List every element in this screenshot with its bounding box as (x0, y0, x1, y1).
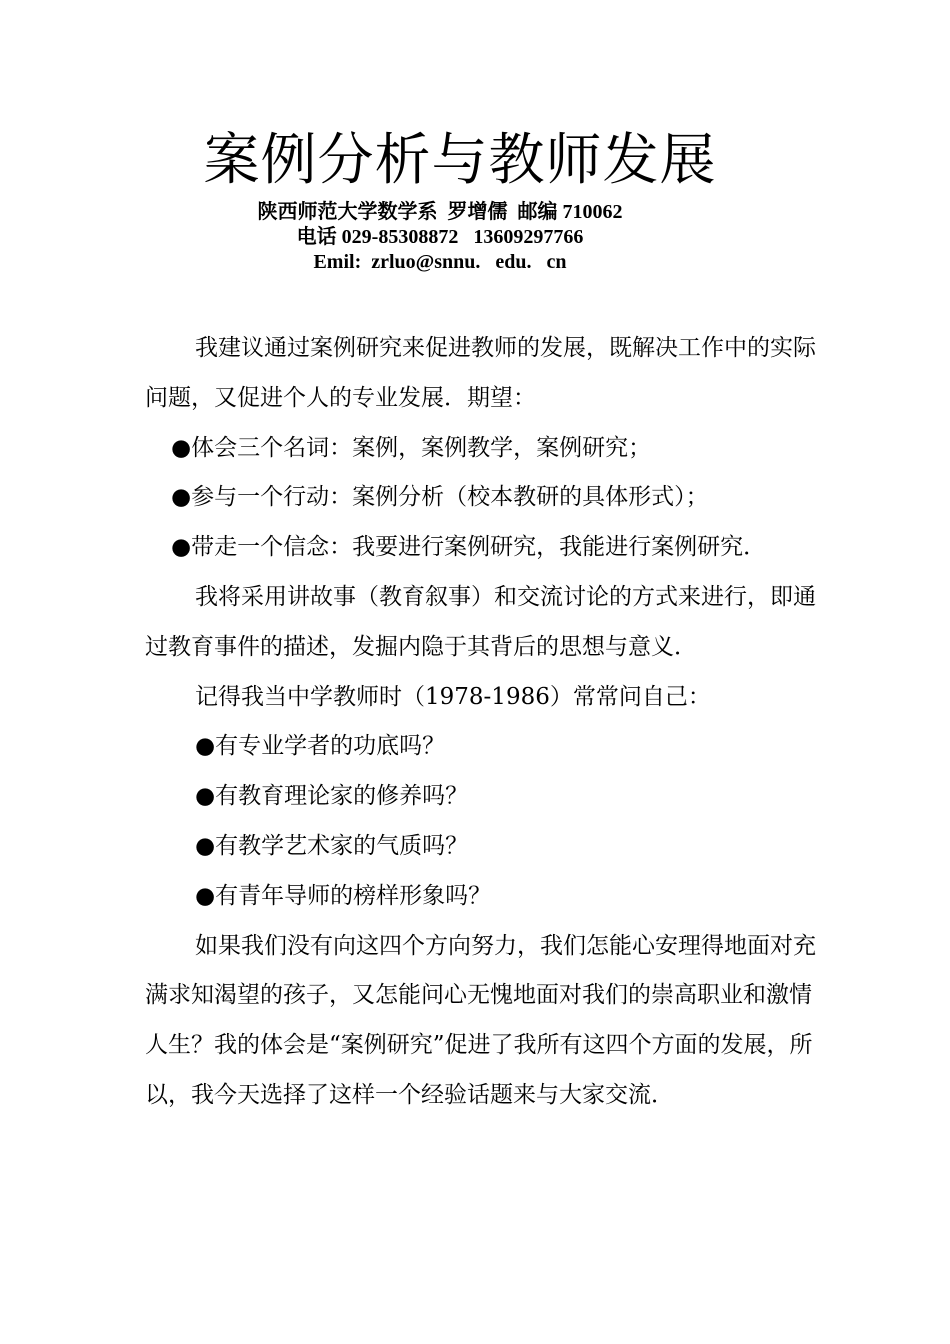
bullet-item: ●体会三个名词：案例，案例教学，案例研究； (171, 434, 652, 461)
phone-line: 电话 029-85308872 13609297766 (296, 226, 584, 248)
document-title: 案例分析与教师发展 (203, 128, 717, 193)
question-item: ●有青年导师的榜样形象吗？ (195, 882, 492, 909)
question-item: ●有专业学者的功底吗？ (195, 733, 446, 760)
paragraph-memory: 记得我当中学教师时（1978-1986）常常问自己： (195, 683, 711, 710)
paragraph-conclusion: 如果我们没有向这四个方向努力，我们怎能心安理得地面对充满求知渴望的孩子，又怎能问心无愧地面对我们的崇高职业和激情人生？我的体会是“案例研究”促进了我所有这四个方面的发展，所以，我今天选择了这样一个经验话题来与大家交流． (145, 932, 816, 1108)
document-body (145, 324, 825, 1121)
paragraph-intro: 我建议通过案例研究来促进教师的发展，既解决工作中的实际问题，又促进个人的专业发展．期望： (145, 335, 816, 411)
bullet-item: ●带走一个信念：我要进行案例研究，我能进行案例研究． (171, 534, 767, 561)
question-item: ●有教育理论家的修养吗？ (195, 783, 469, 810)
bullet-item: ●参与一个行动：案例分析（校本教研的具体形式）； (171, 484, 709, 511)
email-line: Emil: zrluo@snnu. edu. cn (313, 251, 567, 273)
paragraph-method: 我将采用讲故事（教育叙事）和交流讨论的方式来进行，即通过教育事件的描述，发掘内隐于其背后的思想与意义． (145, 583, 816, 660)
question-item: ●有教学艺术家的气质吗？ (195, 832, 469, 859)
author-line: 陕西师范大学数学系 罗增儒 邮编 710062 (257, 201, 623, 223)
